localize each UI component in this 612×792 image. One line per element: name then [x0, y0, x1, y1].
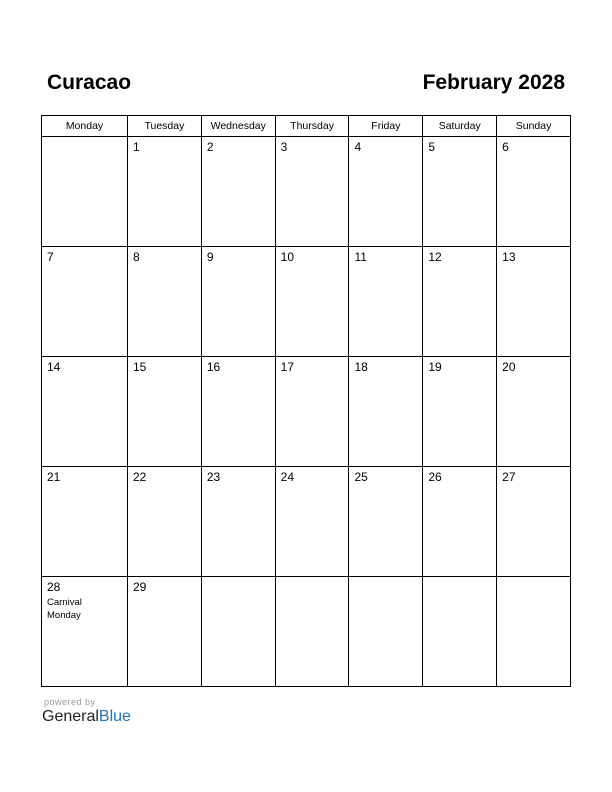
day-cell [497, 577, 571, 687]
brand-blue: Blue [98, 708, 131, 725]
day-number: 16 [206, 360, 221, 374]
day-cell [201, 247, 275, 357]
brand-general: General [42, 708, 99, 725]
day-number: 2 [206, 140, 214, 154]
day-cell [128, 357, 202, 467]
day-number: 15 [133, 360, 147, 374]
day-cell [128, 247, 202, 357]
day-number: 24 [280, 470, 295, 484]
day-cell [497, 137, 571, 247]
day-cell [275, 357, 349, 467]
day-number: 23 [206, 470, 221, 484]
day-cell [201, 577, 275, 687]
day-cell [128, 467, 202, 577]
month-year-title: February 2028 [422, 71, 565, 94]
day-cell [275, 577, 349, 687]
holiday-label: Carnival Monday [47, 597, 82, 621]
day-number: 25 [354, 470, 368, 484]
country-title: Curacao [47, 71, 132, 94]
day-cell [42, 357, 128, 467]
day-cell [128, 137, 202, 247]
day-cell [42, 137, 128, 247]
weekday-header: Wednesday [201, 116, 275, 137]
day-number: 12 [428, 250, 442, 264]
day-number: 4 [354, 140, 362, 154]
day-number: 13 [502, 250, 516, 264]
day-number: 6 [502, 140, 509, 154]
day-number: 11 [354, 250, 367, 264]
day-number: 14 [47, 360, 61, 374]
day-number: 1 [133, 140, 140, 154]
day-number: 28 [47, 580, 61, 594]
day-cell [201, 357, 275, 467]
week-row [42, 137, 571, 247]
day-number: 5 [428, 140, 435, 154]
weekday-header: Monday [42, 116, 128, 137]
day-number: 7 [47, 250, 54, 264]
day-number: 22 [133, 470, 147, 484]
day-cell [42, 247, 128, 357]
day-cell [349, 247, 423, 357]
day-number: 20 [502, 360, 516, 374]
calendar-grid [41, 115, 571, 687]
day-number: 21 [47, 470, 61, 484]
weekday-header: Thursday [275, 116, 349, 137]
day-cell [497, 357, 571, 467]
week-row [42, 577, 571, 687]
weekday-header: Tuesday [128, 116, 202, 137]
day-cell [423, 357, 497, 467]
generalblue-logo [42, 708, 131, 726]
day-cell [423, 137, 497, 247]
day-cell [201, 137, 275, 247]
day-number: 3 [280, 140, 288, 154]
day-cell [349, 577, 423, 687]
day-number: 27 [502, 470, 516, 484]
weekday-header: Saturday [423, 116, 497, 137]
day-cell [275, 247, 349, 357]
day-cell [275, 137, 349, 247]
day-cell [128, 577, 202, 687]
weekday-header: Friday [349, 116, 423, 137]
day-cell [201, 467, 275, 577]
day-cell [349, 357, 423, 467]
footer-branding [42, 697, 131, 726]
day-cell [497, 467, 571, 577]
day-cell [423, 247, 497, 357]
day-cell [423, 577, 497, 687]
day-cell [497, 247, 571, 357]
day-cell [42, 467, 128, 577]
day-number: 19 [428, 360, 442, 374]
week-row [42, 357, 571, 467]
day-number: 10 [280, 250, 295, 264]
day-number: 17 [280, 360, 295, 374]
day-number: 26 [428, 470, 442, 484]
weekday-header: Sunday [497, 116, 571, 137]
day-cell [349, 137, 423, 247]
day-number: 29 [133, 580, 147, 594]
day-number: 9 [206, 250, 214, 264]
day-cell [275, 467, 349, 577]
powered-by-text: powered by [44, 697, 96, 707]
day-cell [349, 467, 423, 577]
week-row [42, 467, 571, 577]
weekday-header-row [42, 116, 571, 137]
day-cell [42, 577, 128, 687]
day-cell [423, 467, 497, 577]
week-row [42, 247, 571, 357]
day-number: 8 [133, 250, 140, 264]
day-number: 18 [354, 360, 368, 374]
